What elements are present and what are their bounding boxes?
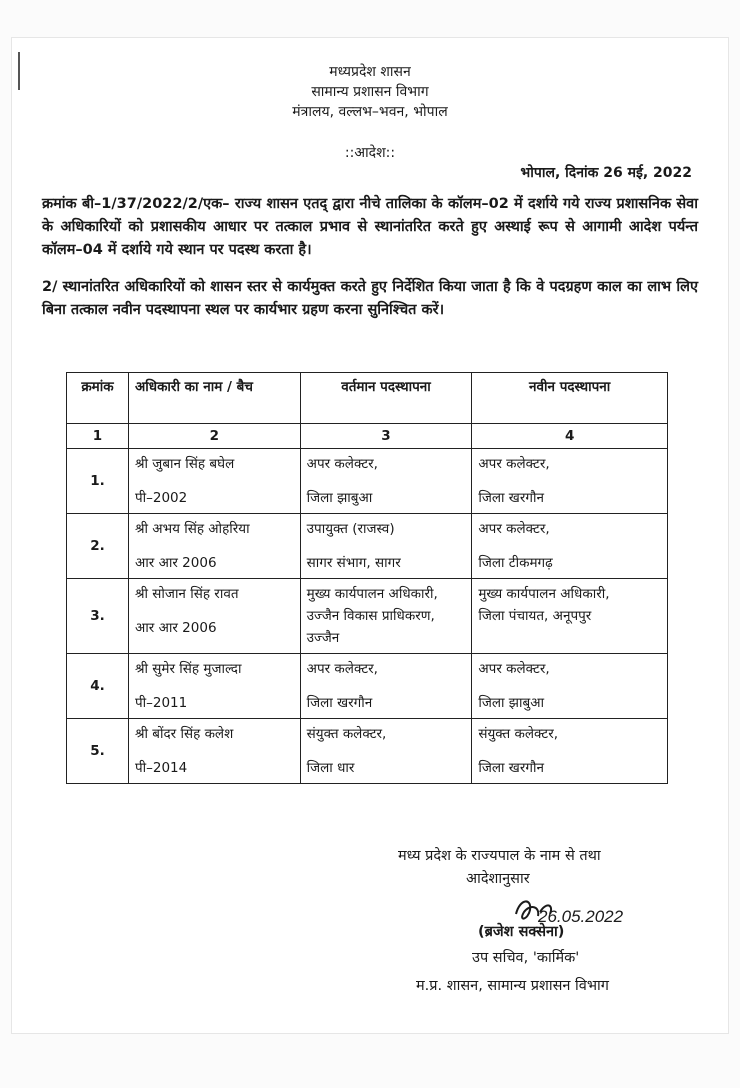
paragraph-2-text: 2/ स्थानांतरित अधिकारियों को शासन स्तर से कार्यमुक्त करते हुए निर्देशित किया जाता है कि वे पदग्रहण काल का लाभ लिए बिना तत्काल नवीन पदस्थापना स्थल पर कार्यभार ग्रहण करना सुनिश्चित करें। <box>42 279 698 318</box>
new-posting-line: अपर कलेक्टर, <box>478 456 550 472</box>
spacer <box>307 745 466 757</box>
spacer <box>135 680 294 692</box>
table-row <box>67 719 668 784</box>
spacer <box>135 605 294 617</box>
serial-number: 2. <box>67 514 129 579</box>
spacer <box>478 540 661 552</box>
signature-authority-line: मध्य प्रदेश के राज्यपाल के नाम से तथा <box>398 848 601 864</box>
current-posting-line: अपर कलेक्टर, <box>306 661 378 677</box>
officer-name: श्री सुमेर सिंह मुजाल्दा <box>134 661 242 677</box>
officer-batch: पी–2014 <box>134 760 188 776</box>
current-posting-line: उज्जैन <box>306 630 340 646</box>
spacer <box>307 475 466 487</box>
col-number: 4 <box>472 424 668 449</box>
header-current-posting: वर्तमान पदस्थापना <box>300 373 472 424</box>
new-posting-line: अपर कलेक्टर, <box>478 661 550 677</box>
serial-number: 1. <box>67 449 129 514</box>
officer-batch: आर आर 2006 <box>134 620 217 636</box>
paragraph-1 <box>42 193 698 262</box>
transfer-table <box>66 372 668 784</box>
table-row <box>67 579 668 654</box>
officer-name: श्री अभय सिंह ओहरिया <box>134 521 250 537</box>
new-posting-line: मुख्य कार्यपालन अधिकारी, <box>478 586 610 602</box>
paragraph-2 <box>42 276 698 322</box>
current-posting-line: अपर कलेक्टर, <box>306 456 378 472</box>
current-posting-cell <box>300 579 472 654</box>
spacer <box>307 540 466 552</box>
current-posting-line: जिला खरगौन <box>306 695 373 711</box>
officer-cell <box>128 654 300 719</box>
current-posting-line: सागर संभाग, सागर <box>306 555 401 571</box>
new-posting-cell <box>472 579 668 654</box>
col-number: 2 <box>128 424 300 449</box>
col-number: 3 <box>300 424 472 449</box>
signatory-department: म.प्र. शासन, सामान्य प्रशासन विभाग <box>416 978 609 994</box>
table-row <box>67 449 668 514</box>
new-posting-line: अपर कलेक्टर, <box>478 521 550 537</box>
serial-number: 5. <box>67 719 129 784</box>
officer-name: श्री जुबान सिंह बघेल <box>134 456 235 472</box>
officer-cell <box>128 449 300 514</box>
new-posting-cell <box>472 514 668 579</box>
current-posting-line: संयुक्त कलेक्टर, <box>306 726 387 742</box>
spacer <box>135 475 294 487</box>
spacer <box>135 540 294 552</box>
order-title: ::आदेश:: <box>344 145 396 161</box>
dateline: भोपाल, दिनांक 26 मई, 2022 <box>520 165 692 181</box>
spacer <box>478 745 661 757</box>
current-posting-line: जिला धार <box>306 760 355 776</box>
officer-cell <box>128 579 300 654</box>
new-posting-line: जिला खरगौन <box>478 490 544 506</box>
serial-number: 4. <box>67 654 129 719</box>
handwritten-date: 26.05.2022 <box>538 907 624 926</box>
new-posting-line: संयुक्त कलेक्टर, <box>478 726 559 742</box>
spacer <box>478 680 661 692</box>
table-row <box>67 654 668 719</box>
new-posting-cell <box>472 654 668 719</box>
new-posting-line: जिला खरगौन <box>478 760 544 776</box>
col-number: 1 <box>67 424 129 449</box>
header-officer: अधिकारी का नाम / बैच <box>128 373 300 424</box>
signature-order-line: आदेशानुसार <box>466 871 530 887</box>
paragraph-1-text: क्रमांक बी–1/37/2022/2/एक– राज्य शासन एतद् द्वारा नीचे तालिका के कॉलम–02 में दर्शाये गये राज्य प्रशासनिक सेवा के अधिकारियों को प्रशासकीय आधार पर तत्काल प्रभाव से स्थानांतरित करते हुए अस्थाई रूप से आगामी आदेश पर्यन्त कॉलम–04 में दर्शाये गये स्थान पर पदस्थ करता है। <box>42 196 698 258</box>
officer-batch: पी–2002 <box>134 490 188 506</box>
new-posting-line: जिला टीकमगढ़ <box>478 555 553 571</box>
current-posting-cell <box>300 719 472 784</box>
spacer <box>135 745 294 757</box>
new-posting-line: जिला झाबुआ <box>478 695 545 711</box>
officer-name: श्री बोंदर सिंह कलेश <box>134 726 234 742</box>
current-posting-line: मुख्य कार्यपालन अधिकारी, <box>306 586 438 602</box>
header-new-posting: नवीन पदस्थापना <box>472 373 668 424</box>
officer-batch: आर आर 2006 <box>134 555 217 571</box>
header-line-1: मध्यप्रदेश शासन <box>329 64 411 80</box>
current-posting-line: उपायुक्त (राजस्व) <box>306 521 395 537</box>
officer-cell <box>128 514 300 579</box>
column-number-row <box>67 424 668 449</box>
spacer <box>307 680 466 692</box>
current-posting-cell <box>300 449 472 514</box>
signatory-name: (ब्रजेश सक्सेना) <box>478 924 565 940</box>
header-serial: क्रमांक <box>67 373 129 424</box>
new-posting-cell <box>472 719 668 784</box>
header-line-2: सामान्य प्रशासन विभाग <box>311 84 429 100</box>
current-posting-line: उज्जैन विकास प्राधिकरण, <box>306 608 435 624</box>
new-posting-line: जिला पंचायत, अनूपपुर <box>478 608 592 624</box>
current-posting-cell <box>300 514 472 579</box>
officer-cell <box>128 719 300 784</box>
spacer <box>478 475 661 487</box>
officer-batch: पी–2011 <box>134 695 188 711</box>
header-line-3: मंत्रालय, वल्लभ–भवन, भोपाल <box>292 104 448 120</box>
table-header-row <box>67 373 668 424</box>
current-posting-cell <box>300 654 472 719</box>
new-posting-cell <box>472 449 668 514</box>
officer-name: श्री सोजान सिंह रावत <box>134 586 239 602</box>
current-posting-line: जिला झाबुआ <box>306 490 373 506</box>
serial-number: 3. <box>67 579 129 654</box>
table-row <box>67 514 668 579</box>
signatory-designation: उप सचिव, 'कार्मिक' <box>472 950 580 966</box>
